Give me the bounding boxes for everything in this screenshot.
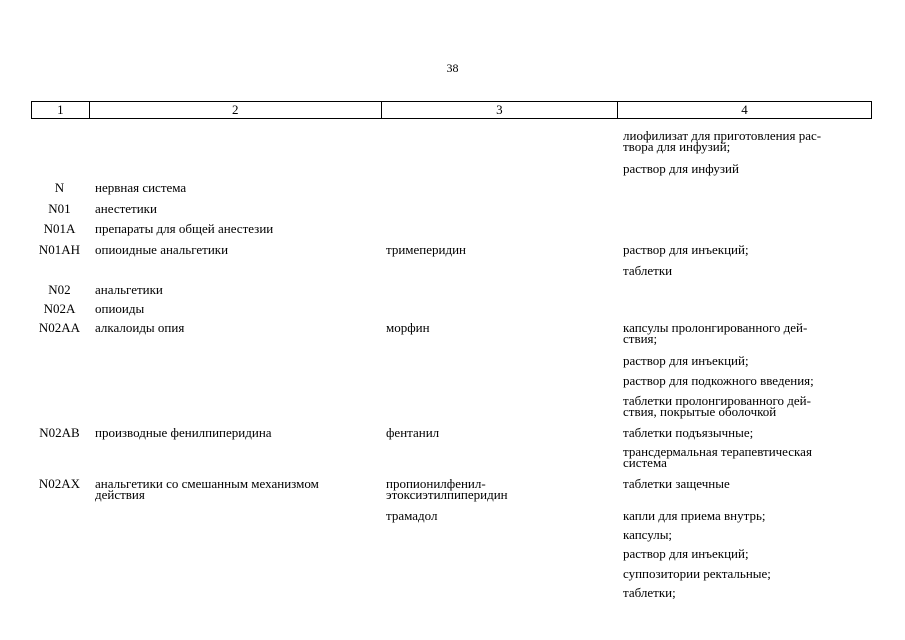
dosage-form: раствор для инъекций;	[623, 546, 749, 561]
group-name: анальгетики	[95, 282, 163, 297]
drug-name: тримеперидин	[386, 242, 467, 257]
dosage-form: капсулы пролонгированного дей- ствия;	[623, 320, 808, 346]
dosage-form: таблетки пролонгированного дей- ствия, покрытые оболочкой	[623, 393, 811, 419]
group-name: анальгетики со смешанным механизмом действия	[95, 476, 319, 502]
group-name: нервная система	[95, 180, 187, 195]
drug-name: фентанил	[386, 425, 440, 440]
group-name: препараты для общей анестезии	[95, 221, 274, 236]
atc-code: N01AH	[38, 242, 81, 257]
header-col-1: 1	[57, 102, 64, 117]
header-col-4: 4	[617, 102, 871, 118]
dosage-form: трансдермальная терапевтическая система	[623, 444, 812, 470]
dosage-form: капсулы;	[623, 527, 673, 542]
page-number: 38	[446, 61, 459, 75]
atc-code: N	[54, 180, 65, 195]
atc-code: N01	[48, 201, 71, 216]
atc-code: N01A	[43, 221, 76, 236]
group-name: опиоидные анальгетики	[95, 242, 229, 257]
drug-name: пропионилфенил- этоксиэтилпиперидин	[386, 476, 508, 502]
group-name: анестетики	[95, 201, 157, 216]
drug-name: трамадол	[386, 508, 438, 523]
drug-name: морфин	[386, 320, 430, 335]
atc-code: N02AX	[38, 476, 81, 491]
table-header	[31, 101, 872, 119]
group-name: опиоиды	[95, 301, 145, 316]
dosage-form: раствор для подкожного введения;	[623, 373, 814, 388]
dosage-form: капли для приема внутрь;	[623, 508, 766, 523]
header-col-3: 3	[381, 102, 617, 118]
atc-code: N02	[48, 282, 71, 297]
dosage-form: таблетки подъязычные;	[623, 425, 754, 440]
atc-code: N02A	[43, 301, 76, 316]
dosage-form: раствор для инфузий	[623, 161, 739, 176]
dosage-form: таблетки защечные	[623, 476, 730, 491]
dosage-form: лиофилизат для приготовления рас- твора для инфузий;	[623, 128, 822, 154]
dosage-form: таблетки	[623, 263, 673, 278]
group-name: алкалоиды опия	[95, 320, 185, 335]
header-col-2: 2	[89, 102, 381, 118]
dosage-form: таблетки;	[623, 585, 676, 600]
group-name: производные фенилпиперидина	[95, 425, 272, 440]
dosage-form: раствор для инъекций;	[623, 242, 749, 257]
dosage-form: раствор для инъекций;	[623, 353, 749, 368]
atc-code: N02AA	[38, 320, 81, 335]
dosage-form: суппозитории ректальные;	[623, 566, 771, 581]
atc-code: N02AB	[39, 425, 80, 440]
